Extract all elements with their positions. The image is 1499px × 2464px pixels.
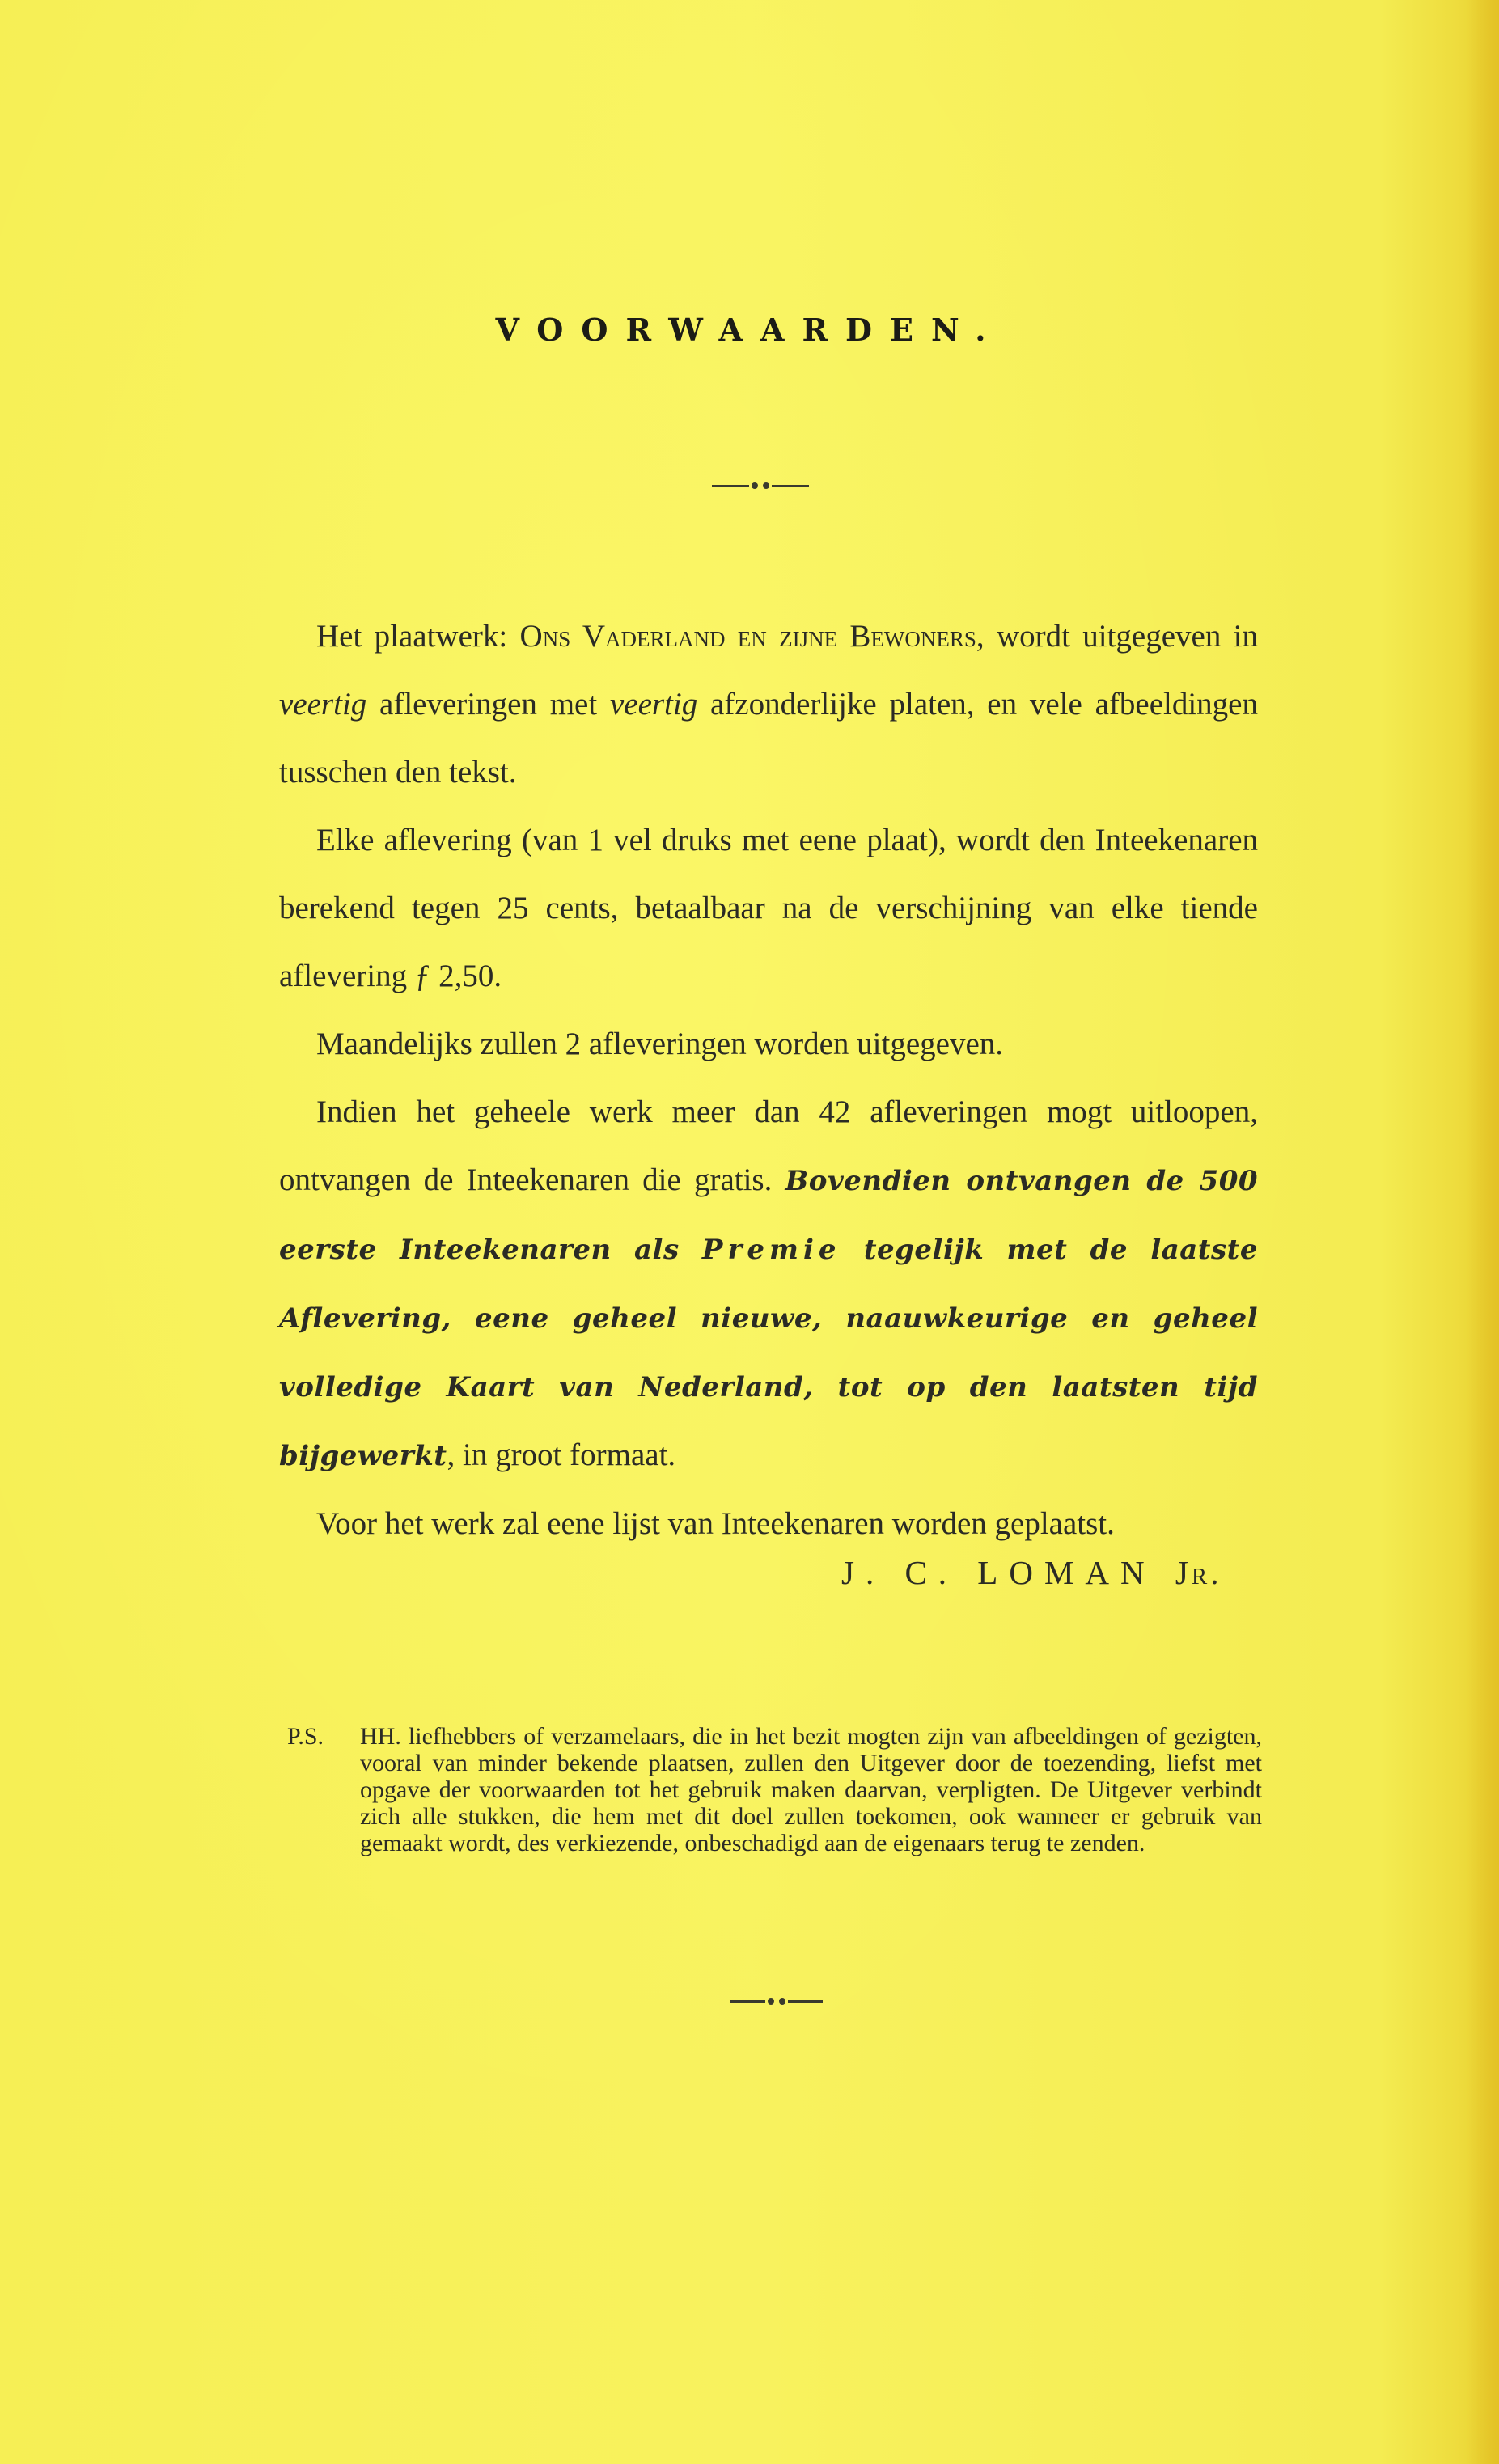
- closing-ornament-divider: [730, 2000, 823, 2003]
- premium-emphasis-a: Bovendien ontvangen de 500 eerste Inteekenaren als: [279, 1165, 1259, 1266]
- ornament-dot: [768, 1998, 774, 2005]
- signature: [841, 1553, 1222, 1592]
- signature-suffix: Jr.: [1175, 1554, 1222, 1591]
- issue-count: veertig: [279, 687, 367, 722]
- paragraph-premium: [279, 1078, 1258, 1490]
- postscript-label: P.S.: [287, 1723, 324, 1750]
- p4-text: Indien het geheele werk meer dan 42 afleveringen mogt uitloopen, ontvangen de Inteekenaren die gratis.: [279, 1094, 1258, 1197]
- ornament-line-right: [772, 485, 809, 487]
- page-edge-shadow: [1467, 0, 1499, 2464]
- p1-mid2: afleveringen met: [366, 687, 610, 722]
- postscript-text: HH. liefhebbers of verzamelaars, die in het bezit mogten zijn van afbeeldingen of gezigten, vooral van minder bekende plaatsen, zullen den Uitgever door de toezending, liefst met opgave der voorwaarden tot het gebruik maken daarvan, verpligten. De Uitgever verbindt zich alle stukken, die hem met dit doel zullen toekomen, ook wanneer er gebruik van gemaakt wordt, des verkiezende, onbeschadigd aan de eigenaars terug te zenden.: [360, 1723, 1262, 1856]
- paragraph-publication: [279, 603, 1258, 807]
- paragraph-price: Elke aflevering (van 1 vel druks met eene plaat), wordt den Inteekenaren berekend tegen 25 cents, betaalbaar na de verschijning van elke tiende aflevering ƒ 2,50.: [279, 823, 1258, 993]
- ornament-line-right: [788, 2000, 824, 2003]
- ornament-dot: [752, 482, 758, 489]
- paragraph-frequency: Maandelijks zullen 2 afleveringen worden uitgegeven.: [316, 1027, 1004, 1061]
- premium-emphasis-b: tegelijk met de laatste Aflevering, eene geheel nieuwe, naauwkeurige en geheel volledige Kaart van Nederland, tot op den laatsten tijd bijgewerkt: [279, 1234, 1258, 1472]
- signature-name: J. C. LOMAN: [841, 1554, 1156, 1591]
- ornament-dot: [779, 1998, 785, 2005]
- p1-end: afzonderlijke platen, en vele afbeeldingen tusschen den tekst.: [279, 687, 1258, 790]
- paragraph-subscriber-list: Voor het werk zal eene lijst van Inteekenaren worden geplaatst.: [316, 1506, 1115, 1541]
- ornament-dot: [763, 482, 769, 489]
- p1-intro: Het plaatwerk:: [316, 619, 520, 654]
- plate-count: veertig: [609, 687, 698, 722]
- ornament-line-left: [730, 2000, 765, 2003]
- premium-word: Premie: [701, 1234, 841, 1266]
- book-title: Ons Vaderland en zijne Bewoners: [519, 619, 976, 654]
- page-title: VOORWAARDEN.: [495, 311, 1004, 348]
- ornament-line-left: [712, 485, 749, 487]
- p4-end: , in groot formaat.: [447, 1437, 676, 1472]
- postscript: [287, 1723, 1262, 1856]
- conditions-body: [279, 603, 1258, 1558]
- title-ornament-divider: [712, 484, 809, 487]
- p1-mid1: , wordt uitgegeven in: [976, 619, 1258, 654]
